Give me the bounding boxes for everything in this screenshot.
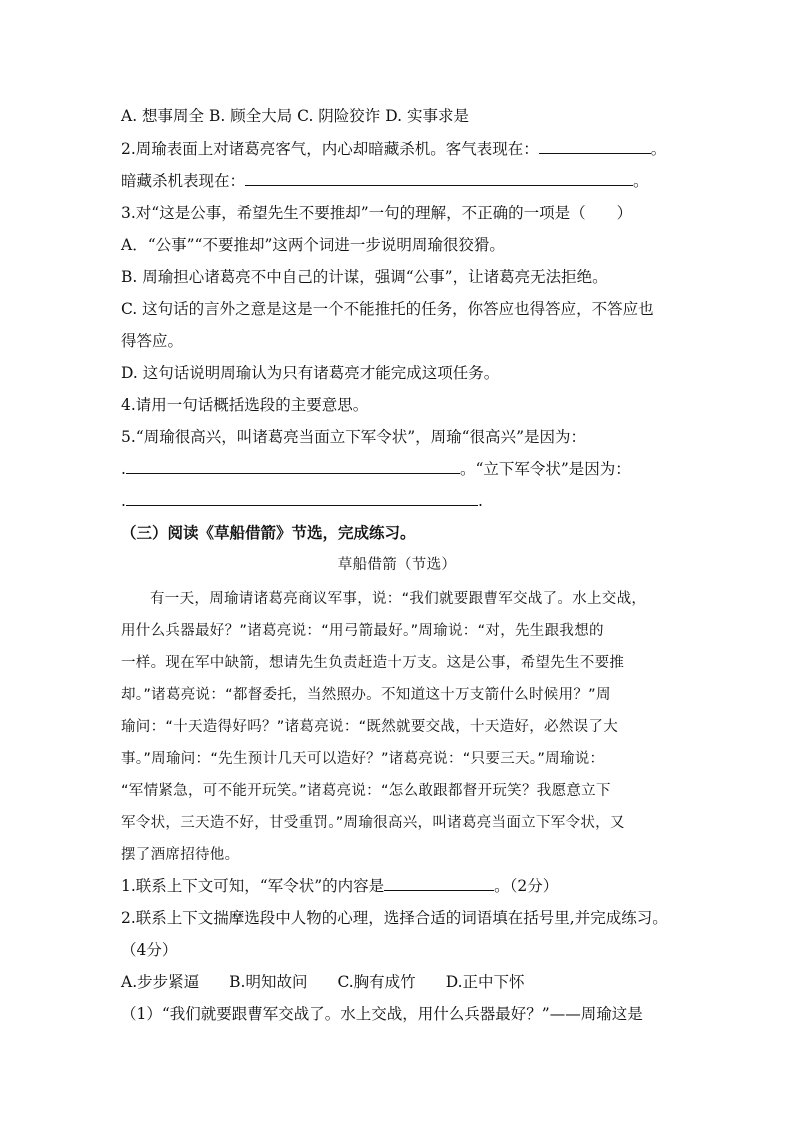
passage-q1-answer-blank[interactable] — [384, 876, 494, 891]
q5-line2 — [121, 459, 631, 479]
q2-line2 — [121, 171, 649, 191]
q5-line3 — [121, 491, 483, 511]
q2-line2-end: 。 — [633, 172, 649, 190]
q5-stem: 5.“周瑜很高兴，叫诸葛亮当面立下军令状”，周瑜“很高兴”是因为： — [121, 428, 586, 446]
option-a: A.步步紧逼 — [121, 973, 200, 991]
q1-options: A. 想事周全 B. 顾全大局 C. 阴险狡诈 D. 实事求是 — [121, 107, 469, 125]
passage-line: 事。”周瑜问：“先生预计几天可以造好？”诸葛亮说：“只要三天。”周瑜说： — [121, 751, 605, 767]
q2-line1-end: 。 — [650, 140, 667, 158]
q3-option-d: D. 这句话说明周瑜认为只有诸葛亮才能完成这项任务。 — [121, 364, 500, 382]
q5-answer-blank-1[interactable] — [126, 459, 460, 474]
q3-option-a: A．“公事”“不要推却”这两个词进一步说明周瑜很狡猾。 — [121, 236, 505, 254]
q4-stem: 4.请用一句话概括选段的主要意思。 — [121, 396, 369, 414]
passage-line: 摆了酒席招待他。 — [121, 847, 240, 863]
passage-q2-stem: 2.联系上下文揣摩选段中人物的心理，选择合适的词语填在括号里,并完成练习。 — [121, 909, 668, 927]
q5-prefix2: . — [121, 492, 126, 510]
q3-option-c-line1: C. 这句话的言外之意是这是一个不能推托的任务，你答应也得答应，不答应也 — [121, 300, 654, 318]
q5-prefix: . — [121, 460, 126, 478]
passage-q1-text: 1.联系上下文可知，“军令状”的内容是 — [121, 877, 385, 895]
q5-end: . — [477, 492, 483, 510]
passage-title: 草船借箭（节选） — [337, 557, 457, 573]
q5-mid-text: 。“立下军令状”是因为： — [459, 460, 631, 478]
q3-option-c-line2: 得答应。 — [121, 332, 184, 350]
q3-option-b: B. 周瑜担心诸葛亮不中自己的计谋，强调“公事”，让诸葛亮无法拒绝。 — [121, 268, 608, 286]
q2-answer-blank-2[interactable] — [245, 171, 633, 186]
passage-line: “军情紧急，可不能开玩笑。”诸葛亮说：“怎么敢跟都督开玩笑？我愿意立下 — [121, 783, 611, 799]
q2-line1 — [121, 139, 666, 159]
passage-line: 有一天，周瑜请诸葛亮商议军事，说：“我们就要跟曹军交战了。水上交战， — [150, 591, 647, 607]
passage-q2-options — [121, 972, 525, 992]
passage-line: 用什么兵器最好？”诸葛亮说：“用弓箭最好。”周瑜说：“对，先生跟我想的 — [121, 623, 604, 639]
passage-line: 瑜问：“十天造得好吗？”诸葛亮说：“既然就要交战，十天造好，必然误了大 — [121, 719, 619, 735]
passage-q1-end: 。（2分） — [494, 877, 559, 895]
q2-answer-blank-1[interactable] — [539, 139, 651, 154]
q5-answer-blank-2[interactable] — [126, 491, 478, 506]
section-3-title: （三）阅读《草船借箭》节选，完成练习。 — [121, 523, 416, 542]
q2-line1-text: 2.周瑜表面上对诸葛亮客气，内心却暗藏杀机。客气表现在： — [121, 140, 539, 158]
passage-line: 军令状，三天造不好，甘受重罚。”周瑜很高兴，叫诸葛亮当面立下军令状，又 — [121, 815, 625, 831]
passage-q2-sub1: （1）“我们就要跟曹军交战了。水上交战，用什么兵器最好？”——周瑜这是 — [121, 1005, 643, 1023]
option-b: B.明知故问 — [229, 973, 308, 991]
passage-line: 一样。现在军中缺箭，想请先生负责赶造十万支。这是公事，希望先生不要推 — [121, 655, 625, 671]
passage-q1 — [121, 876, 558, 896]
option-d: D.正中下怀 — [445, 973, 525, 991]
option-c: C.胸有成竹 — [337, 973, 416, 991]
q3-stem: 3.对“这是公事，希望先生不要推却”一句的理解，不正确的一项是（ ） — [121, 204, 633, 222]
passage-line: 却。”诸葛亮说：“都督委托，当然照办。不知道这十万支箭什么时候用？”周 — [121, 687, 611, 703]
passage-q2-score: （4分） — [121, 941, 178, 959]
q2-line2-text: 暗藏杀机表现在： — [121, 172, 246, 190]
